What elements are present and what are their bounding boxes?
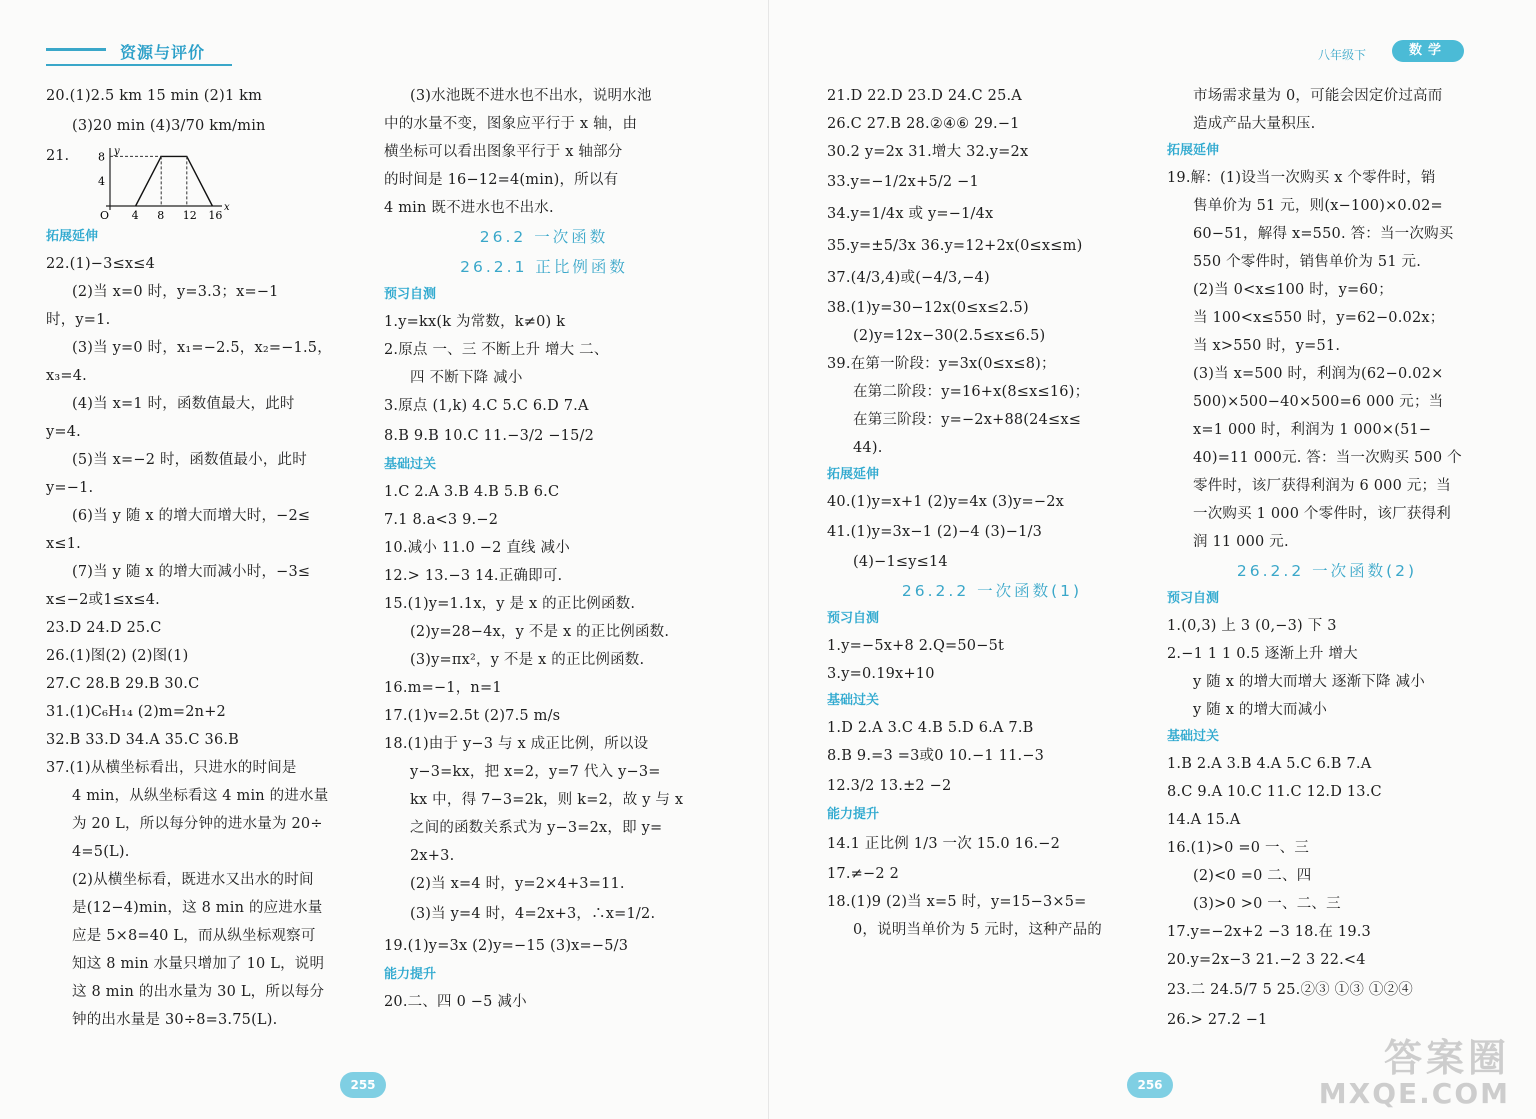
answer-line: 是(12−4)min，这 8 min 的应进水量 [72,900,323,916]
answer-line: y=−1. [46,480,94,496]
section-title: 26.2.2 一次函数(2) [1236,562,1418,580]
right-page [768,0,1536,1119]
answer-line: 22.(1)−3≤x≤4 [46,256,156,272]
section-heading: 能力提升 [827,807,880,822]
answer-line: 润 11 000 元. [1193,534,1289,550]
answer-line: 10.减小 11.0 −2 直线 减小 [384,540,570,556]
answer-line: 15.(1)y=1.1x，y 是 x 的正比例函数. [384,596,636,612]
answer-line: (6)当 y 随 x 的增大而增大时，−2≤ [72,508,311,524]
answer-line: 横坐标可以看出图象平行于 x 轴部分 [384,144,623,160]
y-tick-label: 8 [98,150,105,164]
answer-line: (4)当 x=1 时，函数值最大，此时 [72,396,295,412]
answer-line: (7)当 y 随 x 的增大而减小时，−3≤ [72,564,311,580]
answer-line: 钟的出水量是 30÷8=3.75(L). [72,1012,278,1028]
grade-label: 八年级下 [1317,48,1366,62]
answer-line: 8.C 9.A 10.C 11.C 12.D 13.C [1167,784,1382,800]
answer-line: 18.(1)由于 y−3 与 x 成正比例，所以设 [384,736,649,752]
answer-line: kx 中，得 7−3=2k，则 k=2，故 y 与 x [410,792,684,808]
answer-line: 12.> 13.−3 14.正确即可. [384,568,563,584]
answer-line: 市场需求量为 0，可能会因定价过高而 [1193,88,1443,104]
section-heading: 基础过关 [1167,729,1220,744]
y-tick-label: 4 [98,175,105,189]
left-column-2 [384,82,704,1016]
answer-line: (3)>0 >0 一、二、三 [1193,896,1341,912]
section-title: 26.2.2 一次函数(1) [901,582,1083,600]
answer-line: (3)y=πx²，y 不是 x 的正比例函数. [410,652,645,668]
section-heading: 预习自测 [384,287,437,302]
answer-line: 1.C 2.A 3.B 4.B 5.B 6.C [384,484,560,500]
x-tick-label: 8 [157,209,165,222]
answer-line: 8.B 9.=3 =3或0 10.−1 11.−3 [827,748,1045,764]
answer-line: 14.1 正比例 1/3 一次 15.0 16.−2 [827,836,1061,852]
answer-line: 44). [853,440,883,456]
answer-line: 27.C 28.B 29.B 30.C [46,676,200,692]
answer-line: 四 不断下降 减小 [410,370,523,386]
answer-line: 4=5(L). [72,844,130,860]
section-heading: 基础过关 [827,693,880,708]
section-heading: 拓展延伸 [46,229,99,244]
graph-line [136,156,213,206]
answer-line: 0，说明当单价为 5 元时，这种产品的 [853,922,1102,938]
answer-line: 1.B 2.A 3.B 4.A 5.C 6.B 7.A [1167,756,1372,772]
section-heading: 预习自测 [827,611,880,626]
answer-line: 中的水量不变，图象应平行于 x 轴，由 [384,116,638,132]
answer-line: 4 min，从纵坐标看这 4 min 的进水量 [72,788,329,804]
answer-line: 14.A 15.A [1167,812,1241,828]
answer-line: 的时间是 16−12=4(min)，所以有 [384,172,619,188]
x-tick-label: O [100,209,110,222]
answer-line: 16.(1)>0 =0 一、三 [1167,840,1310,856]
answer-line: (3)20 min (4)3/70 km/min [72,118,266,134]
answer-line: 33.y=−1/2x+5/2 −1 [827,174,979,190]
answer-line: 为 20 L，所以每分钟的进水量为 20÷ [72,816,323,832]
x-axis-label: x [224,202,230,213]
answer-line: 23.D 24.D 25.C [46,620,162,636]
answer-line: 17.(1)v=2.5t (2)7.5 m/s [384,708,561,724]
watermark-line-1: 答案圈 [1383,1036,1510,1080]
section-heading: 拓展延伸 [827,467,880,482]
answer-line: 19.解：(1)设当一次购买 x 个零件时，销 [1167,170,1436,186]
x-tick-label: 16 [208,209,223,222]
answer-line: (2)当 x=0 时，y=3.3；x=−1 [72,284,279,300]
left-column-1 [46,82,366,1034]
answer-line: 20.y=2x−3 21.−2 3 22.<4 [1167,952,1366,968]
right-header [1144,40,1464,66]
answer-line: 这 8 min 的出水量为 30 L，所以每分 [72,984,325,1000]
answer-line: 17.y=−2x+2 −3 18.在 19.3 [1167,924,1371,940]
answer-line: 30.2 y=2x 31.增大 32.y=2x [827,144,1029,160]
answer-line: x₃=4. [46,368,87,384]
answer-line: 26.> 27.2 −1 [1167,1012,1268,1028]
answer-line: 1.y=−5x+8 2.Q=50−5t [827,638,1005,654]
answer-line: 时，y=1. [46,312,111,328]
answer-line: (2)当 x=4 时，y=2×4+3=11. [410,876,625,892]
answer-line: (5)当 x=−2 时，函数值最小，此时 [72,452,307,468]
answer-line: (4)−1≤y≤14 [853,554,948,570]
answer-line: 1.(0,3) 上 3 (0,−3) 下 3 [1167,618,1337,634]
answer-line: 20.(1)2.5 km 15 min (2)1 km [46,88,263,104]
subject-badge: 数学 [1392,40,1464,62]
page-number-right: 256 [1127,1072,1173,1098]
answer-line: 38.(1)y=30−12x(0≤x≤2.5) [827,300,1029,316]
brand-logo-text: 资源与评价 [120,43,206,62]
answer-line: (2)y=28−4x，y 不是 x 的正比例函数. [410,624,670,640]
answer-line: 500)×500−40×500=6 000 元；当 [1193,394,1444,410]
answer-line: 23.二 24.5/7 5 25.②③ ①③ ①②④ [1167,982,1413,998]
answer-line: 造成产品大量积压. [1193,116,1316,132]
answer-line: 当 100<x≤550 时，y=62−0.02x； [1193,310,1445,326]
answer-line: 37.(4/3,4)或(−4/3,−4) [827,270,990,286]
answer-line: y 随 x 的增大而增大 逐渐下降 减小 [1193,674,1425,690]
answer-line: 37.(1)从横坐标看出，只进水的时间是 [46,760,297,776]
answer-line: (2)y=12x−30(2.5≤x≤6.5) [853,328,1046,344]
answer-line: 2.−1 1 1 0.5 逐渐上升 增大 [1167,646,1358,662]
answer-line: y 随 x 的增大而减小 [1193,702,1328,718]
watermark-logo [1319,1037,1510,1109]
x-tick-label: 4 [131,209,139,222]
answer-line: 之间的函数关系式为 y−3=2x，即 y= [410,820,663,836]
answer-line: (2)从横坐标看，既进水又出水的时间 [72,872,314,888]
right-column-1 [827,82,1157,944]
answer-line: (3)当 y=0 时，x₁=−2.5，x₂=−1.5， [72,340,332,356]
answer-line: 20.二、四 0 −5 减小 [384,994,527,1010]
answer-line: 40.(1)y=x+1 (2)y=4x (3)y=−2x [827,494,1065,510]
section-title: 26.2.1 正比例函数 [460,258,628,276]
answer-line: x≤1. [46,536,81,552]
answer-line: 21.D 22.D 23.D 24.C 25.A [827,88,1022,104]
answer-line: 当 x>550 时，y=51. [1193,338,1341,354]
answer-line: 40)=11 000元. 答：当一次购买 500 个 [1193,450,1462,466]
question-number: 21. [46,148,70,164]
answer-line: 3.y=0.19x+10 [827,666,935,682]
answer-line: 60−51，解得 x=550. 答：当一次购买 [1193,226,1454,242]
answer-line: y−3=kx，把 x=2，y=7 代入 y−3= [410,764,661,780]
answer-line: 售单价为 51 元，则(x−100)×0.02= [1193,198,1443,214]
section-heading: 基础过关 [384,457,437,472]
answer-line: 7.1 8.a<3 9.−2 [384,512,499,528]
answer-line: 在第三阶段：y=−2x+88(24≤x≤ [853,412,1082,428]
answer-line: 19.(1)y=3x (2)y=−15 (3)x=−5/3 [384,938,629,954]
answer-line: x=1 000 时，利润为 1 000×(51− [1193,422,1432,438]
graph-question-21 [46,142,366,224]
answer-line: 26.(1)图(2) (2)图(1) [46,648,189,664]
answer-line: (2)<0 =0 二、四 [1193,868,1312,884]
section-title: 26.2 一次函数 [479,228,609,246]
answer-line: (3)当 y=4 时，4=2x+3，∴x=1/2. [410,906,656,922]
answer-line: 26.C 27.B 28.②④⑥ 29.−1 [827,116,1020,132]
header-arrow-bar [46,48,106,51]
answer-line: 34.y=1/4x 或 y=−1/4x [827,206,994,222]
answer-line: 35.y=±5/3x 36.y=12+2x(0≤x≤m) [827,238,1083,254]
answer-line: 8.B 9.B 10.C 11.−3/2 −15/2 [384,428,595,444]
answer-line: 17.≠−2 2 [827,866,900,882]
answer-line: 18.(1)9 (2)当 x=5 时，y=15−3×5= [827,894,1087,910]
answer-line: 31.(1)C₆H₁₄ (2)m=2n+2 [46,704,226,720]
section-heading: 能力提升 [384,967,437,982]
answer-line: 12.3/2 13.±2 −2 [827,778,952,794]
answer-line: 零件时，该厂获得利润为 6 000 元；当 [1193,478,1451,494]
answer-line: 在第二阶段：y=16+x(8≤x≤16)； [853,384,1090,400]
answer-line: 32.B 33.D 34.A 35.C 36.B [46,732,240,748]
answer-line: 1.y=kx(k 为常数，k≠0) k [384,314,566,330]
x-tick-label: 12 [182,209,197,222]
answer-line: (2)当 0<x≤100 时，y=60； [1193,282,1393,298]
watermark-line-2: MXQE.COM [1318,1077,1510,1110]
right-column-2 [1167,82,1487,1034]
page-number-left: 255 [340,1072,386,1098]
answer-line: 4 min 既不进水也不出水. [384,200,554,216]
answer-line: 3.原点 (1,k) 4.C 5.C 6.D 7.A [384,398,589,414]
piecewise-graph [72,144,262,222]
section-heading: 拓展延伸 [1167,143,1220,158]
answer-line: 16.m=−1，n=1 [384,680,502,696]
answer-line: (3)当 x=500 时，利润为(62−0.02× [1193,366,1444,382]
answer-line: y=4. [46,424,81,440]
answer-line: 41.(1)y=3x−1 (2)−4 (3)−1/3 [827,524,1043,540]
answer-line: 39.在第一阶段：y=3x(0≤x≤8)； [827,356,1056,372]
section-heading: 预习自测 [1167,591,1220,606]
left-header [46,38,232,66]
answer-line: 550 个零件时，销售单价为 51 元. [1193,254,1422,270]
answer-line: x≤−2或1≤x≤4. [46,592,160,608]
answer-line: 一次购买 1 000 个零件时，该厂获得利 [1193,506,1451,522]
answer-line: (3)水池既不进水也不出水，说明水池 [410,88,652,104]
answer-line: 1.D 2.A 3.C 4.B 5.D 6.A 7.B [827,720,1034,736]
answer-line: 2.原点 一、三 不断上升 增大 二、 [384,342,609,358]
answer-line: 知这 8 min 水量只增加了 10 L，说明 [72,956,325,972]
answer-line: 应是 5×8=40 L，而从纵坐标观察可 [72,928,316,944]
y-axis-label: y [114,146,120,157]
answer-line: 2x+3. [410,848,455,864]
